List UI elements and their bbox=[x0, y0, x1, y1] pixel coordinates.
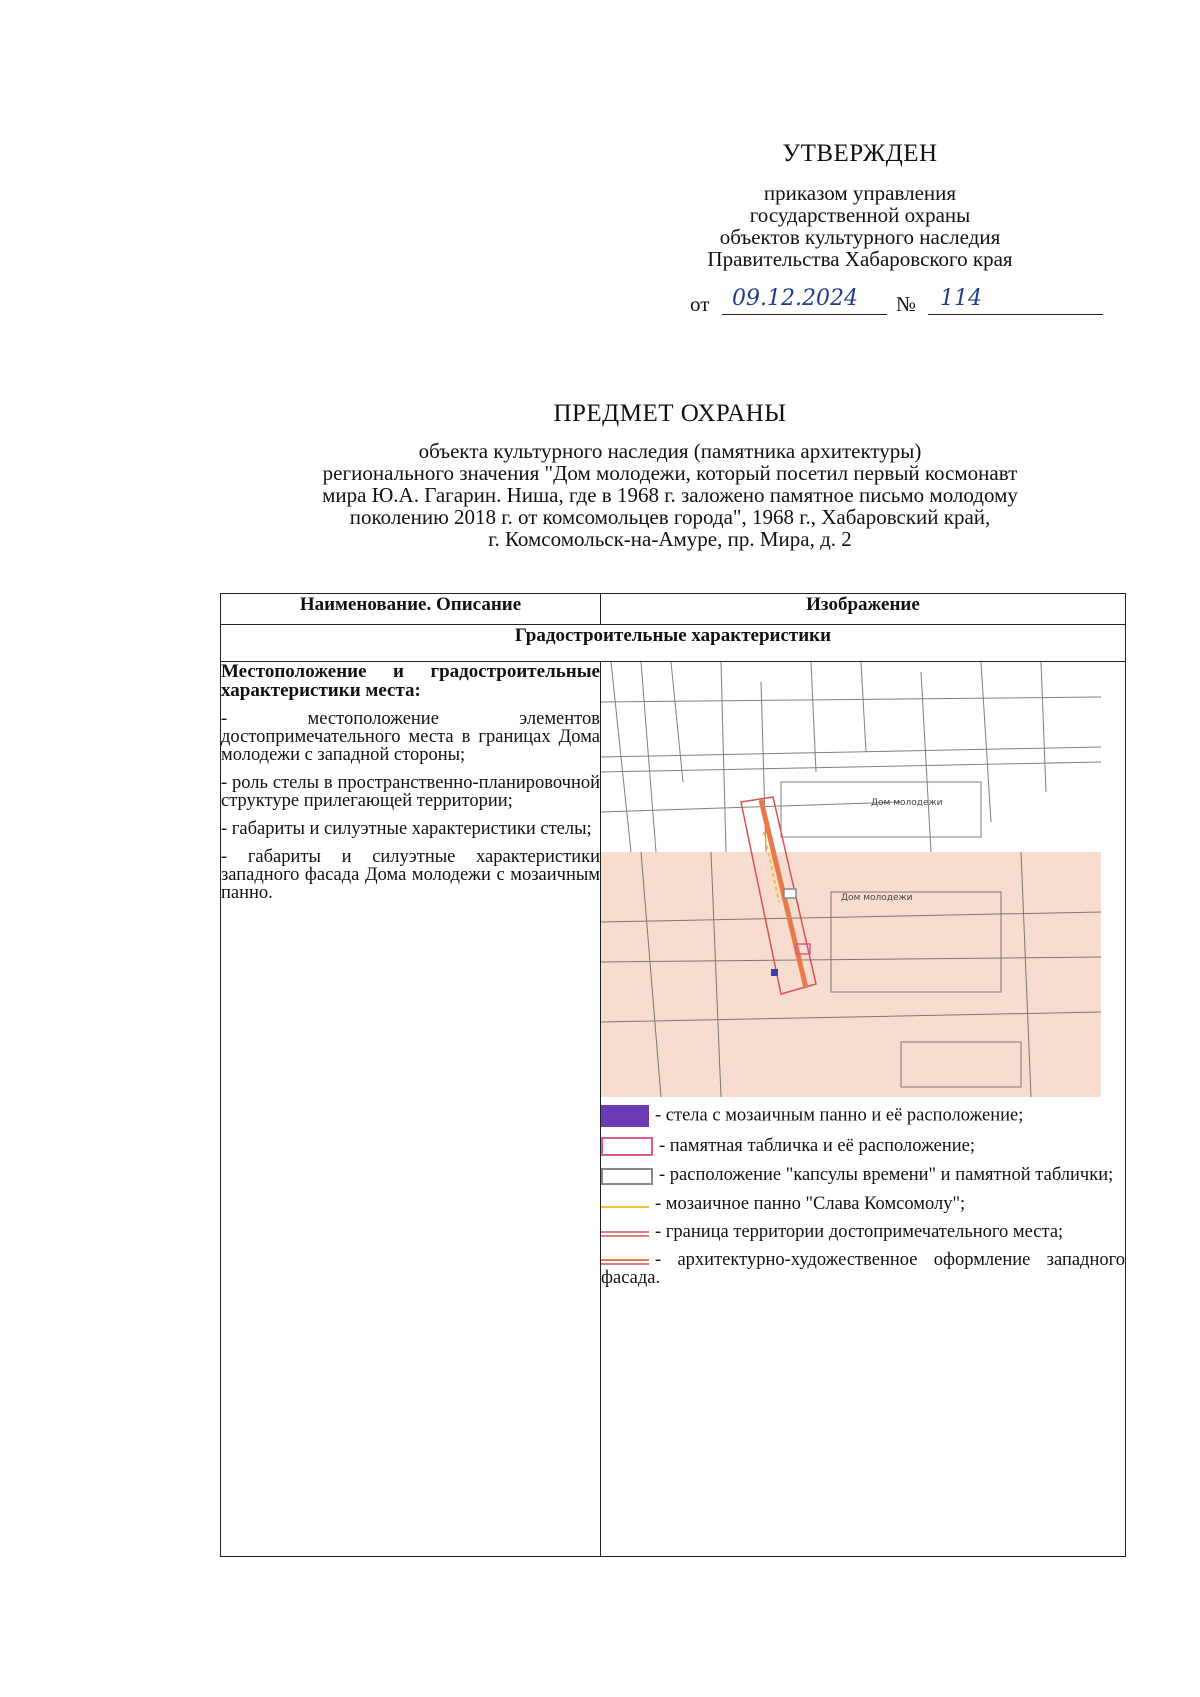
description-cell bbox=[221, 662, 601, 1557]
approval-heading: УТВЕРЖДЕН bbox=[782, 140, 938, 167]
column-header-description: Наименование. Описание bbox=[221, 594, 601, 625]
legend-item-capsule bbox=[601, 1166, 1125, 1184]
plaque-swatch-icon bbox=[601, 1137, 653, 1156]
map-label: Дом молодежи bbox=[841, 893, 913, 903]
legend-text: - граница территории достопримечательного места; bbox=[655, 1221, 1064, 1242]
map-label: Дом молодежи bbox=[871, 798, 943, 808]
title-heading: ПРЕДМЕТ ОХРАНЫ bbox=[553, 400, 787, 427]
boundary-swatch-icon bbox=[601, 1227, 649, 1237]
title-line: поколению 2018 г. от комсомольцев города", 1968 г., Хабаровский край, bbox=[349, 505, 991, 529]
description-item: - габариты и силуэтные характеристики стелы; bbox=[221, 819, 592, 839]
protection-table bbox=[220, 593, 1126, 1557]
date-handwritten: 09.12.2024 bbox=[732, 286, 858, 311]
document-title bbox=[180, 400, 1160, 550]
capsule-swatch-icon bbox=[601, 1168, 653, 1185]
title-line: объекта культурного наследия (памятника архитектуры) bbox=[418, 439, 922, 463]
description-item: - местоположение элементов достопримечательного места в границах Дома молодежи с западной стороны; bbox=[221, 709, 600, 765]
approval-block bbox=[620, 140, 1100, 270]
legend-item-boundary bbox=[601, 1223, 1125, 1241]
number-prefix: № bbox=[896, 292, 917, 316]
panel-swatch-icon bbox=[601, 1199, 649, 1209]
image-cell bbox=[601, 662, 1126, 1557]
description-item: - габариты и силуэтные характеристики западного фасада Дома молодежи с мозаичным панно. bbox=[221, 847, 600, 903]
legend-item-panel bbox=[601, 1195, 1125, 1213]
title-line: регионального значения "Дом молодежи, который посетил первый космонавт bbox=[322, 461, 1018, 485]
approval-line: Правительства Хабаровского края bbox=[707, 247, 1013, 271]
legend-text: - памятная табличка и её расположение; bbox=[659, 1136, 975, 1156]
description-title: Местоположение и градостроительные характеристики места: bbox=[221, 661, 600, 701]
legend-text: - мозаичное панно "Слава Комсомолу"; bbox=[655, 1193, 966, 1214]
approval-line: приказом управления bbox=[763, 181, 957, 205]
legend-item-plaque bbox=[601, 1137, 1125, 1156]
stela-marker bbox=[771, 969, 778, 976]
site-plan-map bbox=[601, 662, 1101, 1097]
title-line: г. Комсомольск-на-Амуре, пр. Мира, д. 2 bbox=[488, 527, 852, 551]
legend-text: - стела с мозаичным панно и её расположение; bbox=[655, 1105, 1024, 1126]
section-heading: Градостроительные характеристики bbox=[221, 625, 1126, 662]
facade-swatch-icon bbox=[601, 1255, 649, 1265]
description-item: - роль стелы в пространственно-планировочной структуре прилегающей территории; bbox=[221, 773, 600, 811]
capsule-marker bbox=[784, 889, 796, 898]
number-handwritten: 114 bbox=[940, 286, 982, 311]
legend-text: - расположение "капсулы времени" и памятной таблички; bbox=[659, 1165, 1114, 1186]
stela-swatch-icon bbox=[601, 1105, 649, 1127]
date-prefix: от bbox=[690, 292, 710, 316]
legend-text: - архитектурно-художественное оформление западного фасада. bbox=[601, 1249, 1125, 1288]
legend-item-facade bbox=[601, 1251, 1125, 1287]
map-legend bbox=[601, 1105, 1125, 1287]
legend-item-stela bbox=[601, 1105, 1125, 1127]
order-date-number bbox=[690, 286, 1110, 320]
title-line: мира Ю.А. Гагарин. Ниша, где в 1968 г. заложено памятное письмо молодому bbox=[322, 483, 1018, 507]
column-header-image: Изображение bbox=[601, 594, 1126, 625]
approval-line: объектов культурного наследия bbox=[719, 225, 1001, 249]
approval-line: государственной охраны bbox=[749, 203, 971, 227]
